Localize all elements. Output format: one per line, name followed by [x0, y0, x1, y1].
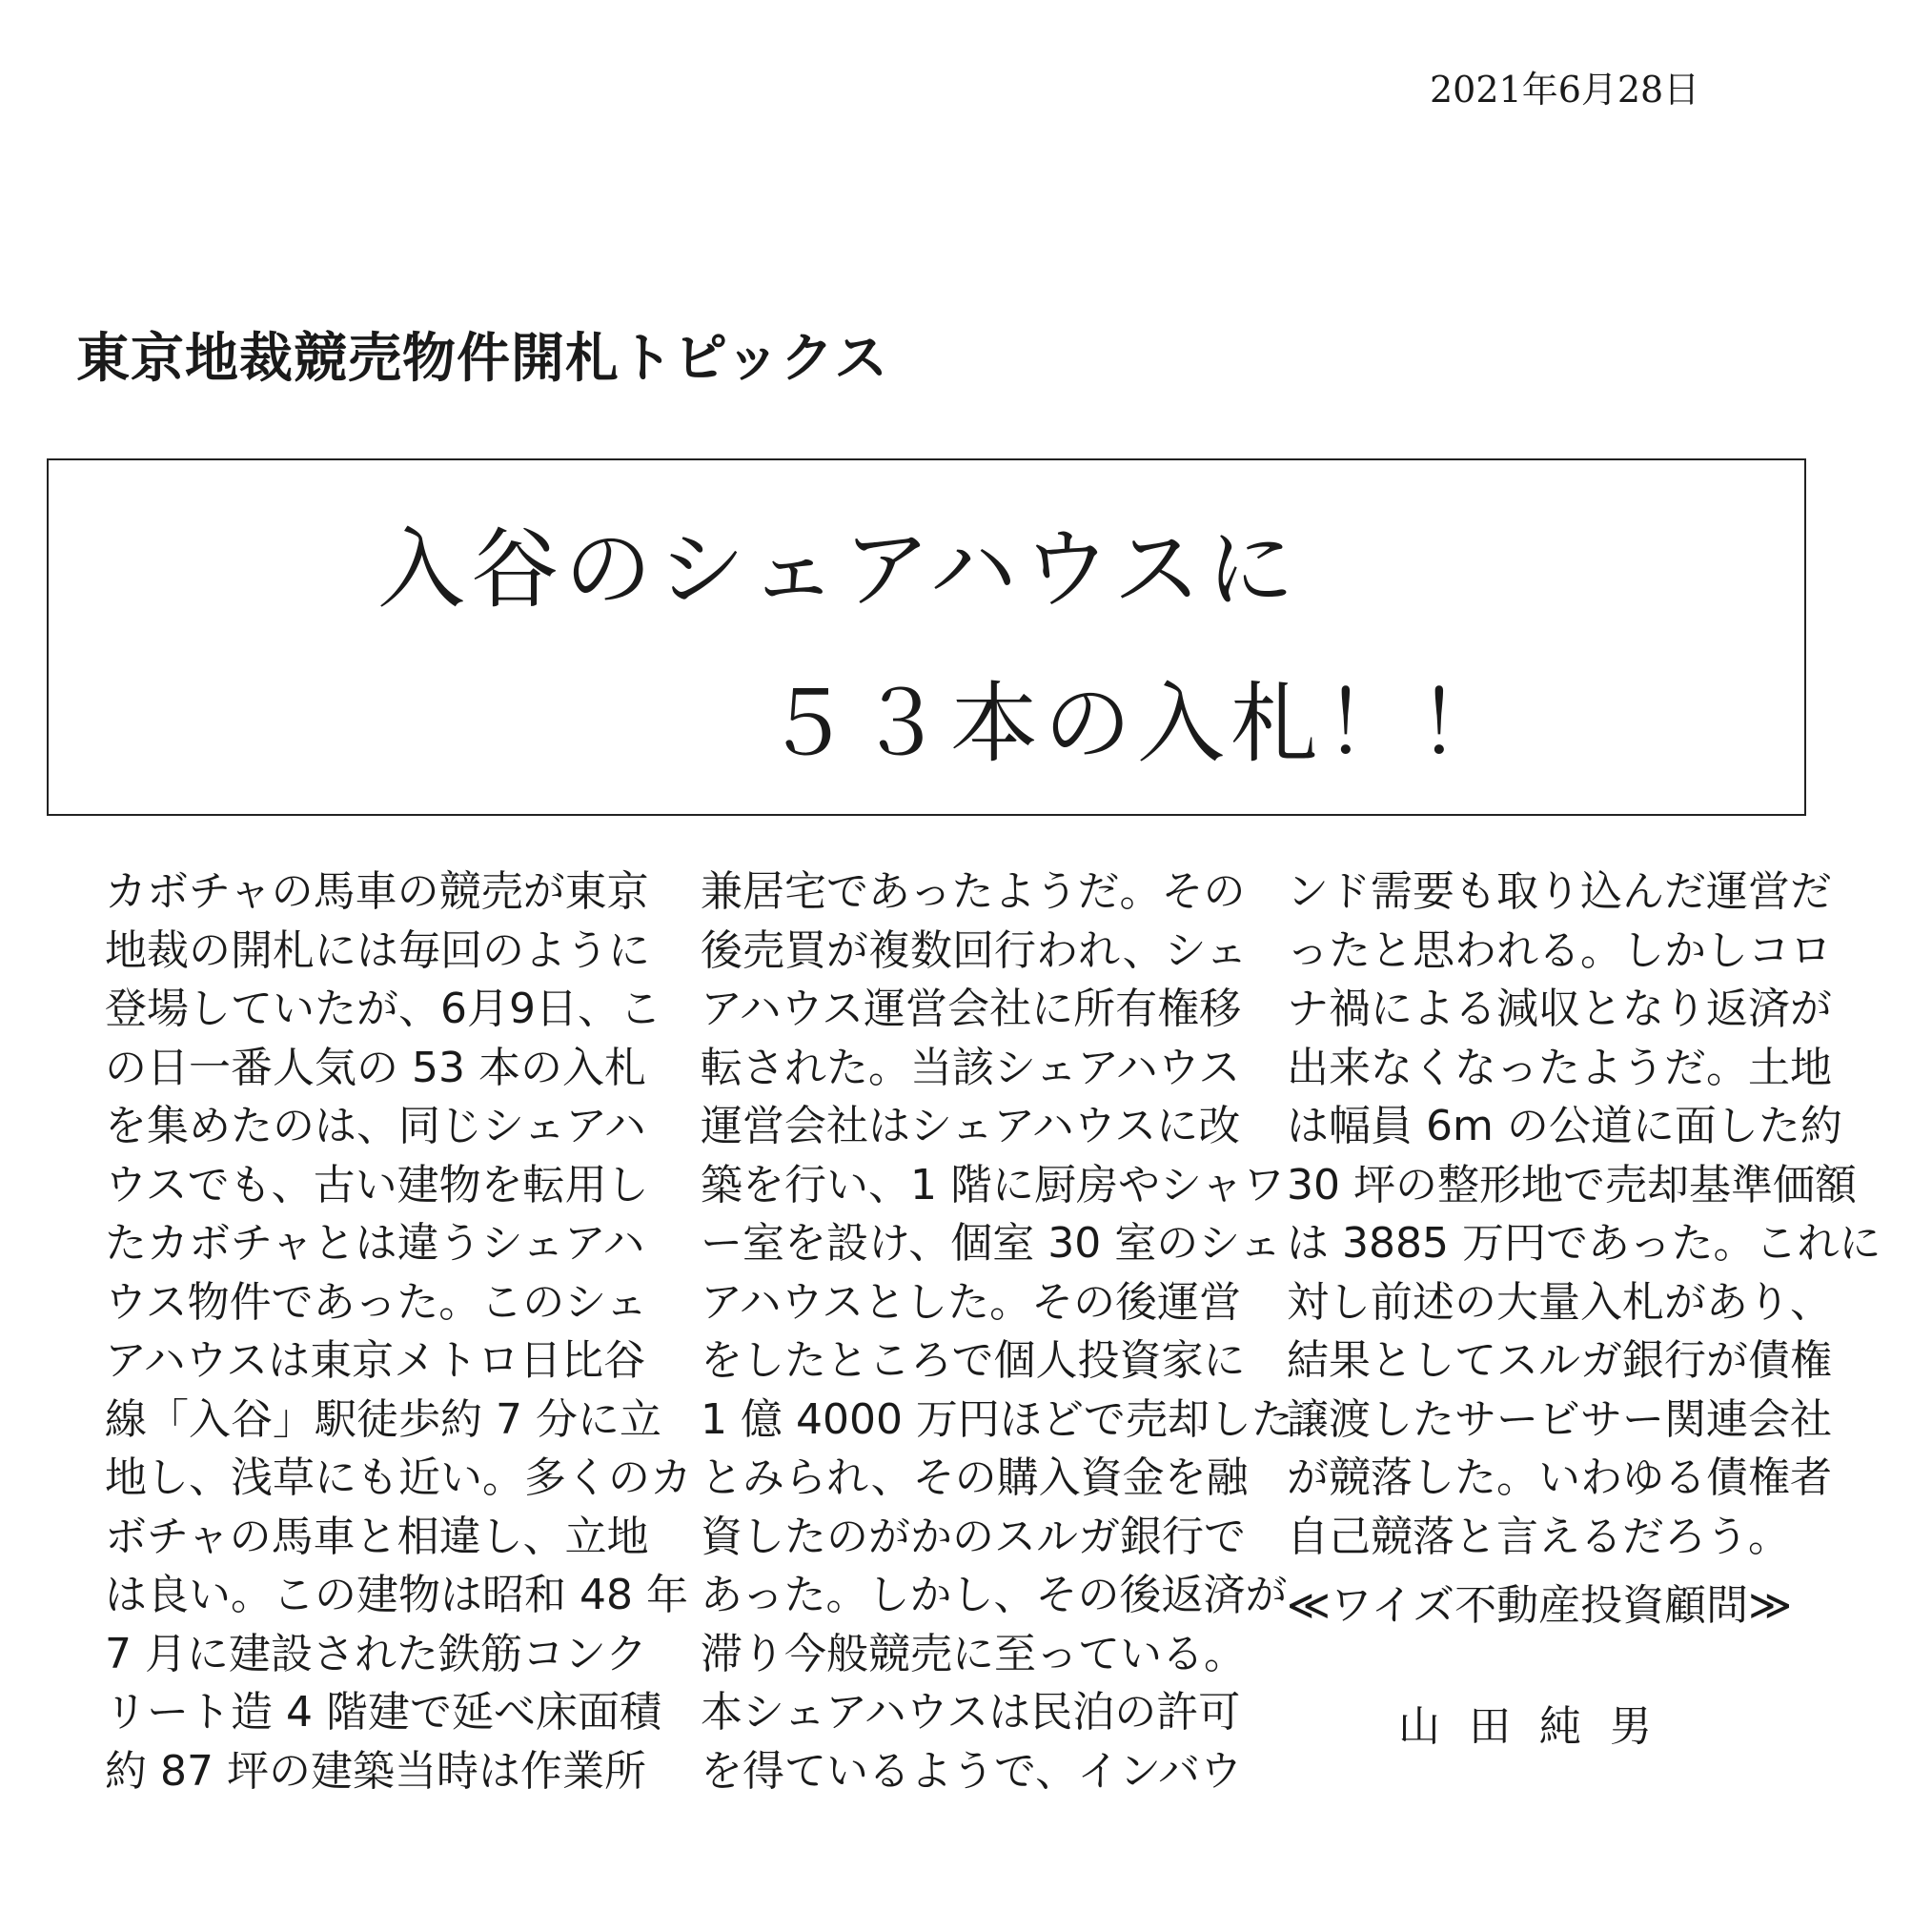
text-line: をしたところで個人投資家に — [701, 1336, 1246, 1385]
signature-author-name: 山田純男 — [1398, 1702, 1680, 1751]
text-line: 築を行い、1 階に厨房やシャワ — [701, 1160, 1286, 1209]
text-line: アハウスは東京メトロ日比谷 — [105, 1336, 646, 1385]
text-line: カボチャの馬車の競売が東京 — [105, 867, 649, 916]
text-line: 転された。当該シェアハウス — [701, 1043, 1241, 1092]
text-line: 7 月に建設された鉄筋コンク — [105, 1629, 648, 1678]
signature-organization: ≪ワイズ不動産投資顧問≫ — [1286, 1581, 1793, 1630]
text-line: ったと思われる。しかしコロ — [1287, 925, 1832, 975]
text-line: 30 坪の整形地で売却基準価額 — [1287, 1160, 1857, 1209]
text-line: 本シェアハウスは民泊の許可 — [701, 1688, 1241, 1737]
text-line: 1 億 4000 万円ほどで売却した — [701, 1394, 1293, 1444]
text-line: 線「入谷」駅徒歩約 7 分に立 — [105, 1394, 661, 1444]
text-line: 約 87 坪の建築当時は作業所 — [105, 1746, 646, 1796]
text-line: アハウス運営会社に所有権移 — [701, 985, 1242, 1033]
headline-line-1: 入谷のシェアハウスに — [377, 518, 1301, 620]
text-line: 自己競落と言えるだろう。 — [1287, 1512, 1790, 1561]
headline-box — [47, 458, 1806, 816]
article-column-3 — [1287, 863, 1881, 1566]
text-line: ボチャの馬車と相違し、立地 — [105, 1512, 649, 1561]
text-line: 登場していたが、6月9日、こ — [105, 985, 661, 1033]
text-line: アハウスとした。その後運営 — [701, 1277, 1242, 1327]
article-column-2 — [701, 863, 1293, 1800]
text-line: は幅員 6m の公道に面した約 — [1287, 1102, 1842, 1150]
text-line: 結果としてスルガ銀行が債権 — [1287, 1336, 1832, 1385]
text-line: は 3885 万円であった。これに — [1287, 1219, 1881, 1268]
text-line: ウス物件であった。このシェ — [105, 1277, 648, 1327]
text-line: 対し前述の大量入札があり、 — [1287, 1277, 1832, 1327]
headline-line-2: ５３本の入札！！ — [763, 673, 1512, 775]
text-line: 後売買が複数回行われ、シェ — [701, 925, 1248, 975]
text-line: ンド需要も取り込んだ運営だ — [1287, 867, 1832, 916]
text-line: リート造 4 階建で延べ床面積 — [105, 1688, 661, 1737]
text-line: を集めたのは、同じシェアハ — [105, 1102, 646, 1150]
text-line: は良い。この建物は昭和 48 年 — [105, 1571, 688, 1619]
text-line: 地し、浅草にも近い。多くのカ — [105, 1453, 692, 1502]
text-line: 滞り今般競売に至っている。 — [701, 1629, 1246, 1678]
topic-title: 東京地裁競売物件開札トピックス — [76, 328, 889, 390]
text-line: 譲渡したサービサー関連会社 — [1287, 1394, 1832, 1444]
document-date: 2021年6月28日 — [1430, 69, 1700, 111]
text-line: 資したのがかのスルガ銀行で — [701, 1512, 1246, 1561]
text-line: あった。しかし、その後返済が — [701, 1571, 1288, 1619]
text-line: とみられ、その購入資金を融 — [701, 1453, 1249, 1502]
text-line: 運営会社はシェアハウスに改 — [701, 1102, 1241, 1150]
text-line: ー室を設け、個室 30 室のシェ — [701, 1219, 1282, 1268]
text-line: が競落した。いわゆる債権者 — [1287, 1453, 1832, 1502]
text-line: たカボチャとは違うシェアハ — [105, 1219, 645, 1268]
article-column-1 — [105, 863, 692, 1800]
text-line: ウスでも、古い建物を転用し — [105, 1160, 649, 1209]
text-line: を得ているようで、インバウ — [701, 1746, 1243, 1796]
text-line: 兼居宅であったようだ。その — [701, 867, 1246, 916]
text-line: 出来なくなったようだ。土地 — [1287, 1043, 1832, 1092]
text-line: の日一番人気の 53 本の入札 — [105, 1043, 646, 1092]
text-line: ナ禍による減収となり返済が — [1287, 985, 1832, 1033]
text-line: 地裁の開札には毎回のように — [105, 925, 650, 975]
